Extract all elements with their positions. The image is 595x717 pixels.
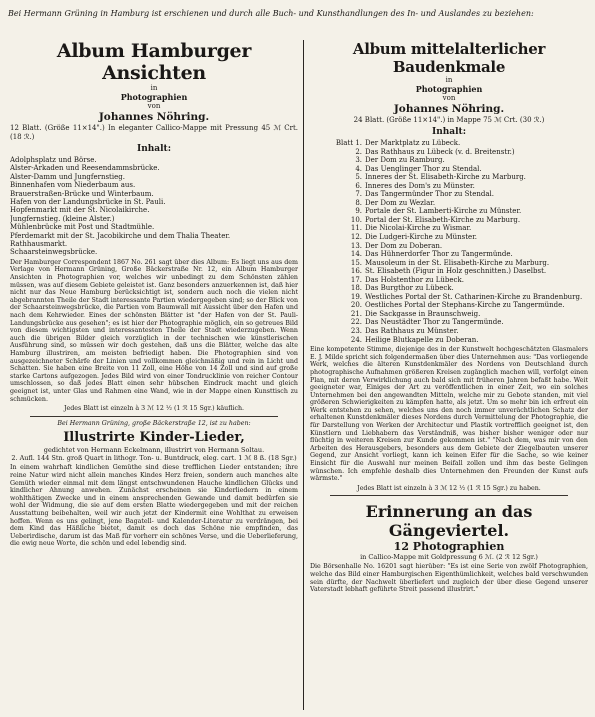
sheet-title: Heilige Blutkapelle zu Doberan.	[365, 335, 479, 344]
review-text: Eine kompetente Stimme, diejenige des in der Kunstwelt hochgeschätzten Glasmalers E. J. Milde spricht sich folgendermaßen über dies Unternehmen aus: "Das vorliegende Werk, welches die älteren Kunstdenkmäler des Nordens von Deutschland durch photographische Aufnahmen größeren Kreisen zugänglich machen will, verfolgt einen Plan, mit deren Verwirklichung auch bald sich mit früheren Jahren befaßt habe. Weit geeigneter war, Einiges der Art zu veröffentlichen in einer Zeit, wo ein solches Unternehmen bei den angewandten Mitteln, welche mir zu Gebote standen, mit viel größeren Schwierigkeiten zu kämpfen hatte, als jetzt. Um so mehr bin ich erfreut ein Werk entstehen zu sehen, welches uns den noch immer unverächtlichen Schatz der erhaltenen Kunstdenkmäler dieses Nordens durch Vermittelung der Photographie, die für Darstellung von Werken der Architectur und Plastik vortrefflich geeignet ist, den Künstlern und Liebhabern das Verständniß, was bisher bisher weniger oder nur flüchtig in weiteren Kreisen zur Kunde gekommen ist." "Nach dem, was mir von den Arbeiten des Herausgebers, besonders aus dem Gebiete der Ziegelbauten unserer Gegend, zur Ansicht vorliegt, kann ich keinen Eifer für die Sache, so wie keiner Einsicht für die Auswahl nur meinen Beifall zollen und ihm das beste Gelingen wünschen. Ich empfehle deshalb dies Unternehmen den Freunden der Kunst aufs wärmste."	[310, 346, 588, 483]
sheet-title: Portal der St. Elisabeth-Kirche zu Marburg.	[365, 215, 521, 224]
list-item	[310, 165, 588, 174]
publisher-notice: Bei Hermann Grüning in Hamburg ist erschienen und durch alle Buch- und Kunsthandlungen des In- und Auslandes zu beziehen:	[8, 9, 534, 18]
photographien-label: Photographien	[415, 84, 483, 94]
boersenhalle-review: Die Börsenhalle No. 16201 sagt hierüber: "Es ist eine Serie von zwölf Photographien, welche das Bild einer Hamburgischen Eigenthümlichkeit, welches bald verschwunden sein dürfte, der Nachwelt überliefert und zugleich der über diese Gegend unserer Vaterstadt lebhaft geführte Streit passend illustrirt."	[310, 563, 588, 594]
sheet-title: Der Dom zu Ramburg.	[365, 156, 445, 165]
contents-heading: Inhalt:	[136, 144, 172, 154]
sheet-title: Inneres der St. Elisabeth-Kirche zu Marburg.	[365, 173, 526, 182]
sheet-number: 24.	[350, 335, 362, 344]
sheet-title: Die Ludgeri-Kirche zu Münster.	[365, 233, 477, 242]
list-item: Adolphsplatz und Börse.	[10, 156, 97, 164]
contents-list	[310, 139, 588, 344]
kinder-lieder-text: In einem wahrhaft kindlichen Gemüthe sind diese trefflichen Lieder entstanden; ihre reine Natur wird nicht allein manches Kindes Herz freien, sondern auch manches alte Gemüth wieder einmal mit dem längst entschwundenen Hauche kindlichen Glücks und kindlicher Ahnung anwehen. Zunächst erscheinen sie Kinderliedern in einem wohlthätigen Zwecke und in einem ansprechenden Gewande und damit bedürfen sie wohl der Widmung, die sie auf dem ersten Blatte wiedergegeben und mit der reichen Ausstattung beibehalten, weil wir auch jetzt der Kindermit eine Wohlthat zu erweisen hoffen. Wenn es uns gelingt, jene Bagatell- und Kalender-Literatur zu verdrängen, bei dem Kind das Häßliche bietet, damit es doch das Schöne nie empfinden, das Ueberirdische, darum ist das Maß für vorherr ein schönes Verse, und die Ueberlieferung, die ewig neue Worte, die schön und edel lebendig sind.	[10, 464, 298, 548]
kinder-lieder-title: Illustrirte Kinder-Lieder,	[63, 430, 245, 446]
list-item: Hafen von der Landungsbrücke in St. Pauli.	[10, 198, 166, 207]
list-item	[310, 276, 588, 285]
sheet-number: 20.	[350, 301, 362, 310]
contents-heading: Inhalt:	[431, 127, 467, 137]
sheet-number: 11.	[350, 224, 362, 233]
von-label: von	[147, 102, 161, 110]
sheet-number: 15.	[350, 258, 362, 267]
list-item	[310, 224, 588, 233]
list-item: Mühlenbrücke mit Post und Stadtmühle.	[10, 223, 155, 232]
photos-count: 12 Photographien	[393, 540, 505, 554]
sheet-title: Inneres des Dom's zu Münster.	[365, 181, 475, 190]
list-item	[310, 293, 588, 302]
von-label: von	[442, 94, 456, 102]
sheet-title: Das Tangermünder Thor zu Stendal.	[365, 190, 494, 199]
in-label: in	[445, 76, 453, 84]
list-item	[310, 190, 588, 199]
list-item	[310, 156, 588, 165]
list-item: Schaarsteinwegsbrücke.	[10, 248, 98, 257]
divider	[30, 416, 278, 417]
sheet-title: Der Dom zu Doberan.	[365, 241, 443, 250]
sheet-title: Mausoleum in der St. Elisabeth-Kirche zu Marburg.	[365, 258, 550, 267]
album-price: 12 Blatt. (Größe 11×14".) In eleganter Callico-Mappe mit Pressung 45 ℳ Crt. (18 ℛ.)	[10, 124, 298, 141]
list-item	[310, 336, 588, 345]
sheet-title: Das Rathhaus zu Münster.	[365, 327, 459, 336]
sheet-number: 21.	[350, 309, 362, 318]
list-item: Hopfenmarkt mit der St. Nicolaikirche.	[10, 206, 150, 215]
sheet-number: 7.	[355, 190, 362, 199]
right-column	[310, 40, 588, 715]
list-item: Pferdemarkt mit der St. Jacobikirche und dem Thalia Theater.	[10, 231, 231, 240]
list-item	[310, 182, 588, 191]
sheet-number: 22.	[350, 318, 362, 327]
list-item	[310, 199, 588, 208]
sheet-title: Portale der St. Lamberti-Kirche zu Münster.	[365, 207, 522, 216]
sheet-number: 8.	[355, 198, 362, 207]
list-item	[310, 242, 588, 251]
sheet-title: Oestliches Portal der Stephans-Kirche zu Tangermünde.	[365, 301, 565, 310]
in-label: in	[150, 84, 158, 92]
list-item	[310, 318, 588, 327]
sheet-number: 3.	[355, 156, 362, 165]
sheet-number: 12.	[350, 233, 362, 242]
contents-list	[10, 156, 298, 257]
list-item: Binnenhafen vom Niederbaum aus.	[10, 181, 136, 190]
left-column	[10, 40, 298, 715]
divider	[330, 495, 568, 496]
sheet-title: Der Dom zu Wezlar.	[365, 198, 436, 207]
list-item: Rathhausmarkt.	[10, 240, 68, 249]
second-notice: Bei Hermann Grüning, große Bäckerstraße 12, ist zu haben:	[57, 419, 251, 427]
sheet-number: 13.	[350, 241, 362, 250]
list-item: Alster-Arkaden und Reesendammsbrücke.	[10, 164, 160, 173]
sheet-title: Das Uenglinger Thor zu Stendal.	[365, 164, 482, 173]
erinnerung-title: Erinnerung an das Gängeviertel.	[365, 502, 533, 541]
list-item	[310, 233, 588, 242]
list-item	[310, 250, 588, 259]
sheet-title: Die Sackgasse in Braunschweig.	[365, 309, 481, 318]
sheet-number: Blatt 1.	[335, 139, 362, 147]
column-rule	[303, 40, 304, 710]
sheet-number: 16.	[350, 267, 362, 276]
author-name: Johannes Nöhring.	[393, 103, 505, 115]
sheet-title: Die Nicolai-Kirche zu Wismar.	[365, 224, 472, 233]
sheet-number: 9.	[355, 207, 362, 216]
sheet-number: 2.	[355, 147, 362, 156]
list-item	[310, 207, 588, 216]
photographien-label: Photographien	[120, 92, 188, 102]
sheet-title: Das Hühnerdorfer Thor zu Tangermünde.	[365, 250, 513, 259]
sheet-number: 14.	[350, 250, 362, 259]
list-item: Brauerstraßen-Brücke und Winterbaum.	[10, 189, 154, 198]
sheet-number: 19.	[350, 292, 362, 301]
photos-price: in Callico-Mappe mit Goldpressung 6 ℳ. (2 ℛ 12 Sgr.)	[360, 553, 538, 562]
sheet-number: 10.	[350, 215, 362, 224]
review-text: Der Hamburger Correspondent 1867 No. 261 sagt über dies Album: Es liegt uns aus dem Verlage von Hermann Grüning, Große Bäckerstraße Nr. 12, ein Album Hamburger Ansichten in Photographien vor, welches wir unbedingt zu dem Schönsten zählen müssen, was auf diesem Gebiete geleistet ist. Ganz besonders anzuerkennen ist, daß hier nicht nur das Neue Hamburg berücksichtigt ist, sondern auch noch die vielen nicht abgebrannten Theile der Stadt interessante Partien wiedergegeben sind; so der Blick von der Schaarsteinwegsbrücke, die Partien vom Baumwall mit Aussicht über den Hafen und nach dem Kehrwieder. Eines der schönsten Blätter ist "der Hafen von der St. Pauli-Landungsbrücke aus gesehen"; es ist hier der Photographie möglich, ein so getreues Bild von diesem wichtigsten und interessantesten Theile der Stadt wiederzugeben. Wenn auch die übrigen Bilder gleich vorzüglich in der technischen wie künstlerischen Ausführung sind, so müssen wir doch gestehen, daß uns die Blätter, welche das alte Hamburg illustriren, am meisten befriedigt haben. Die Photographien sind von ausgezeichneter Schärfe der Linien und vollkommen gleichmäßig und rein in Licht und Schatten. Sie haben eine Breite von 11 Zoll, eine Höhe von 14 Zoll und sind auf große starke Cartons aufgezogen. Jedes Bild wird von einer Tondrucklinie von reicher Contour umschlossen, so daß jedes Blatt einen sehr hübschen Eindruck macht und gleich geeignet ist, unter Glas und Rahmen eine Wand, wie in der Mappe einen Kunsttisch zu schmücken.	[10, 258, 298, 403]
album-baudenkmale-title: Album mittelalterlicher Baudenkmale	[352, 40, 546, 76]
sheet-title: St. Elisabeth (Figur in Holz geschnitten.) Daselbst.	[365, 267, 547, 276]
sheet-number: 18.	[350, 284, 362, 293]
sheet-title: Das Neustädter Thor zu Tangermünde.	[365, 318, 504, 327]
author-name: Johannes Nöhring.	[98, 111, 210, 123]
sheet-title: Das Burgthor zu Lübeck.	[365, 284, 454, 293]
album-price: 24 Blatt. (Größe 11×14".) in Mappe 75 ℳ Crt. (30 ℛ.)	[353, 116, 545, 124]
sheet-number: 23.	[350, 327, 362, 336]
list-item	[310, 139, 588, 148]
list-item	[310, 301, 588, 310]
sheet-number: 5.	[355, 173, 362, 182]
list-item	[310, 284, 588, 293]
sheet-number: 6.	[355, 181, 362, 190]
single-sheet-price: Jedes Blatt ist einzeln à 3 ℳ 12 ½ (1 ℛ 15 Sgr.) käuflich.	[63, 405, 245, 413]
list-item	[310, 310, 588, 319]
sheet-number: 4.	[355, 164, 362, 173]
list-item	[310, 327, 588, 336]
list-item	[310, 173, 588, 182]
album-hamburg-title: Album Hamburger Ansichten	[56, 40, 252, 84]
kinder-lieder-price: 2. Aufl. 144 Stn. groß Quart in lithogr. Ton- u. Buntdruck, eleg. cart. 1 ℳ 8 ß. (18 Sgr.)	[11, 454, 297, 463]
list-item	[310, 267, 588, 276]
sheet-title: Der Marktplatz zu Lübeck.	[365, 139, 461, 147]
sheet-title: Das Holstenthor zu Lübeck.	[365, 275, 464, 284]
sheet-title: Das Rathhaus zu Lübeck (v. d. Breitenstr.)	[365, 147, 515, 156]
sheet-number: 17.	[350, 275, 362, 284]
list-item	[310, 216, 588, 225]
list-item	[310, 259, 588, 268]
single-sheet-price: Jedes Blatt ist einzeln à 3 ℳ 12 ½ (1 ℛ 15 Sgr.) zu haben.	[357, 484, 541, 492]
list-item	[310, 148, 588, 157]
kinder-lieder-byline: gedichtet von Hermann Eckelmann, illustrirt von Hermann Soltau.	[43, 446, 265, 455]
list-item: Jungfernstieg. (kleine Alster.)	[10, 214, 115, 223]
list-item: Alster-Damm und Jungfernstieg.	[10, 172, 125, 181]
sheet-title: Westliches Portal der St. Catharinen-Kirche zu Brandenburg.	[365, 292, 583, 301]
